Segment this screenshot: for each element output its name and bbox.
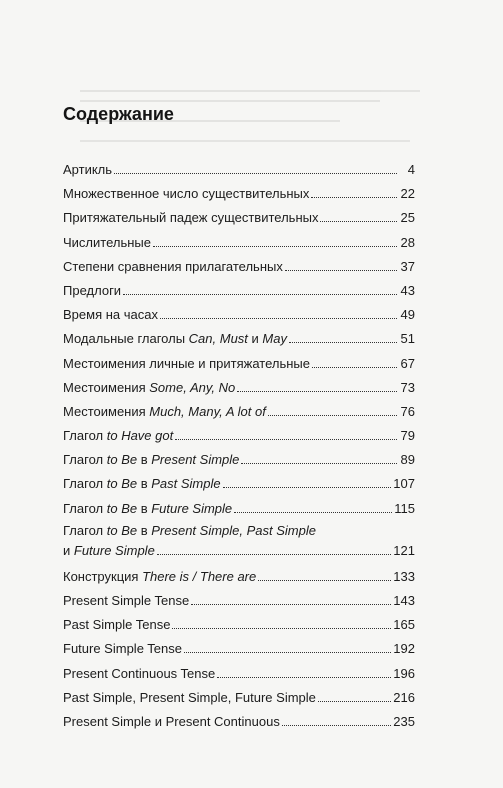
toc-entry-title	[63, 662, 215, 686]
toc-entry-title-part: Can, Must	[188, 331, 248, 347]
toc-entry[interactable]	[63, 279, 415, 303]
dot-leader	[123, 294, 397, 295]
toc-entry[interactable]	[63, 497, 415, 521]
toc-entry[interactable]	[63, 565, 415, 589]
toc-entry-title-part: Притяжательный падеж существительных	[63, 210, 319, 226]
toc-entry-page: 235	[393, 713, 415, 729]
toc-entry-title-part: Future Simple	[151, 500, 233, 516]
toc-entry[interactable]	[63, 327, 415, 351]
toc-entry-title-part: to Be	[106, 522, 138, 538]
dot-leader	[320, 221, 397, 222]
toc-entry-title-part: to Be	[106, 452, 138, 468]
toc-entry[interactable]	[63, 424, 415, 448]
toc-entry-page: 37	[400, 258, 415, 274]
toc-entry-page: 216	[393, 689, 415, 705]
toc-entry-title-part: в	[137, 522, 152, 538]
toc-entry-title	[63, 400, 266, 424]
toc-entry-title-part: to Be	[106, 476, 138, 492]
dot-leader	[289, 342, 397, 343]
toc-entry-title-part: Future Simple	[73, 542, 155, 558]
toc-entry-title	[63, 424, 173, 448]
toc-entry-title-part: Past Simple	[151, 476, 221, 492]
toc-entry-title-part: Время на часах	[63, 307, 158, 323]
toc-entry[interactable]	[63, 613, 415, 637]
toc-entry-title-part: Числительные	[63, 234, 151, 250]
toc-entry-title-part: Предлоги	[63, 282, 122, 298]
dot-leader	[312, 367, 397, 368]
dot-leader	[268, 415, 397, 416]
toc-entry-page: 28	[400, 234, 415, 250]
dot-leader	[175, 439, 397, 440]
toc-entry-title-part: to Be	[106, 500, 138, 516]
toc-entry-title-part: Множественное число существительных	[63, 186, 310, 202]
toc-entry[interactable]	[63, 637, 415, 661]
toc-entry[interactable]	[63, 352, 415, 376]
dot-leader	[223, 487, 392, 488]
toc-entry-title-part: в	[137, 452, 152, 468]
toc-entry-title-part: Модальные глаголы	[63, 331, 189, 347]
toc-entry-title-part: May	[262, 331, 287, 347]
toc-entry-title-part: Future Simple Tense	[63, 641, 182, 657]
toc-entry-page: 22	[400, 186, 415, 202]
toc-entry-page: 4	[407, 162, 415, 177]
toc-entry-title-part: There is / There are	[142, 568, 257, 584]
toc-entry-page: 192	[393, 641, 415, 657]
toc-entry-title	[63, 158, 112, 182]
dot-leader	[311, 197, 397, 198]
toc-entry[interactable]	[63, 255, 415, 279]
toc-entry-title	[63, 565, 256, 589]
toc-entry-title	[63, 637, 182, 661]
toc-entry[interactable]	[63, 400, 415, 424]
toc-entry-title-part: Местоимения личные и притяжательные	[63, 355, 311, 371]
dot-leader	[184, 652, 391, 653]
toc-entry-page: 73	[400, 379, 415, 395]
toc-entry-title-part: и	[63, 542, 74, 558]
toc-entry[interactable]	[63, 686, 415, 710]
toc-entry-page: 51	[400, 331, 415, 347]
toc-entry-title-part: Глагол	[63, 428, 107, 444]
page-title: Содержание	[63, 104, 174, 124]
toc-entry-page: 79	[400, 428, 415, 444]
dot-leader	[160, 318, 397, 319]
toc-entry-title-part: Present Simple Tense	[63, 593, 190, 608]
toc-entry[interactable]	[63, 521, 415, 565]
toc-entry-title	[63, 710, 280, 734]
toc-entry-page: 115	[394, 500, 415, 516]
toc-entry-page: 196	[393, 665, 415, 681]
dot-leader	[258, 580, 391, 581]
dot-leader	[114, 173, 397, 174]
dot-leader	[234, 512, 392, 513]
toc-entry-title	[63, 472, 221, 496]
toc-entry[interactable]	[63, 303, 415, 327]
toc-entry-title-part: Конструкция	[63, 568, 143, 584]
toc-entry-title-part: в	[137, 476, 152, 492]
toc-entry-title	[63, 231, 151, 255]
toc-entry-title	[63, 448, 239, 472]
toc-entry-title-part: Present Simple, Past Simple	[151, 522, 316, 538]
toc-entry-title-part: Much, Many, A lot of	[149, 403, 266, 419]
toc-entry-title-continued	[63, 541, 155, 561]
toc-entry-title-part: Some, Any, No	[149, 379, 236, 395]
toc-entry-title	[63, 613, 170, 637]
toc-entry-title-part: Глагол	[63, 452, 107, 468]
toc-entry-title-part: Глагол	[63, 476, 107, 492]
toc-entry-title	[63, 255, 283, 279]
dot-leader	[285, 270, 397, 271]
toc-entry-title-part: to Have got	[106, 428, 174, 444]
toc-entry-title-part: Present Continuous Tense	[63, 665, 216, 681]
table-of-contents	[63, 158, 415, 734]
toc-entry-title-part: Степени сравнения прилагательных	[63, 258, 283, 274]
toc-entry-title-part: и	[247, 331, 263, 347]
toc-entry-page: 43	[400, 282, 415, 298]
dot-leader	[318, 701, 391, 702]
toc-entry[interactable]	[63, 231, 415, 255]
toc-entry-title-part: Местоимения	[63, 379, 150, 395]
toc-entry-page: 107	[393, 476, 415, 492]
toc-entry-title-part: Глагол	[63, 500, 107, 516]
dot-leader	[172, 628, 391, 629]
toc-entry-title	[63, 303, 158, 327]
dot-leader	[241, 463, 397, 464]
toc-entry-title	[63, 686, 316, 710]
dot-leader	[153, 246, 397, 247]
toc-entry-title-part: Present Simple и Present Continuous	[63, 713, 280, 729]
toc-entry[interactable]	[63, 472, 415, 496]
toc-entry-title-part: Артикль	[63, 162, 113, 177]
toc-entry-page: 25	[400, 210, 415, 226]
toc-entry-page: 76	[400, 403, 415, 419]
dot-leader	[237, 391, 397, 392]
toc-entry[interactable]	[63, 662, 415, 686]
toc-entry-page: 143	[393, 593, 415, 608]
toc-entry[interactable]	[63, 710, 415, 734]
toc-entry-page: 49	[400, 307, 415, 323]
toc-entry-page: 67	[400, 355, 415, 371]
toc-entry[interactable]	[63, 448, 415, 472]
dot-leader	[157, 554, 392, 555]
toc-entry-title	[63, 589, 189, 613]
toc-entry-page: 133	[393, 568, 415, 584]
dot-leader	[217, 677, 391, 678]
dot-leader	[282, 725, 391, 726]
toc-entry[interactable]	[63, 589, 415, 613]
toc-entry-page: 89	[400, 452, 415, 468]
toc-entry-title-part: Местоимения	[63, 403, 150, 419]
toc-entry-title	[63, 521, 415, 541]
toc-entry-title	[63, 376, 235, 400]
toc-entry-page: 121	[393, 542, 415, 558]
toc-entry-title	[63, 182, 309, 206]
toc-entry-title	[63, 497, 232, 521]
dot-leader	[191, 604, 391, 605]
toc-entry-title	[63, 279, 121, 303]
toc-entry[interactable]	[63, 376, 415, 400]
toc-entry-title	[63, 352, 310, 376]
toc-entry-title-part: Past Simple Tense	[63, 617, 171, 633]
toc-entry-page: 165	[393, 617, 415, 633]
toc-entry-title-part: в	[137, 500, 152, 516]
toc-entry[interactable]	[63, 158, 415, 182]
toc-entry-title-part: Глагол	[63, 522, 107, 538]
toc-entry[interactable]	[63, 206, 415, 230]
toc-entry-title-part: Past Simple, Present Simple, Future Simple	[63, 689, 316, 705]
toc-entry[interactable]	[63, 182, 415, 206]
toc-entry-title-part: Present Simple	[151, 452, 240, 468]
toc-entry-title	[63, 206, 318, 230]
toc-entry-title	[63, 327, 287, 351]
